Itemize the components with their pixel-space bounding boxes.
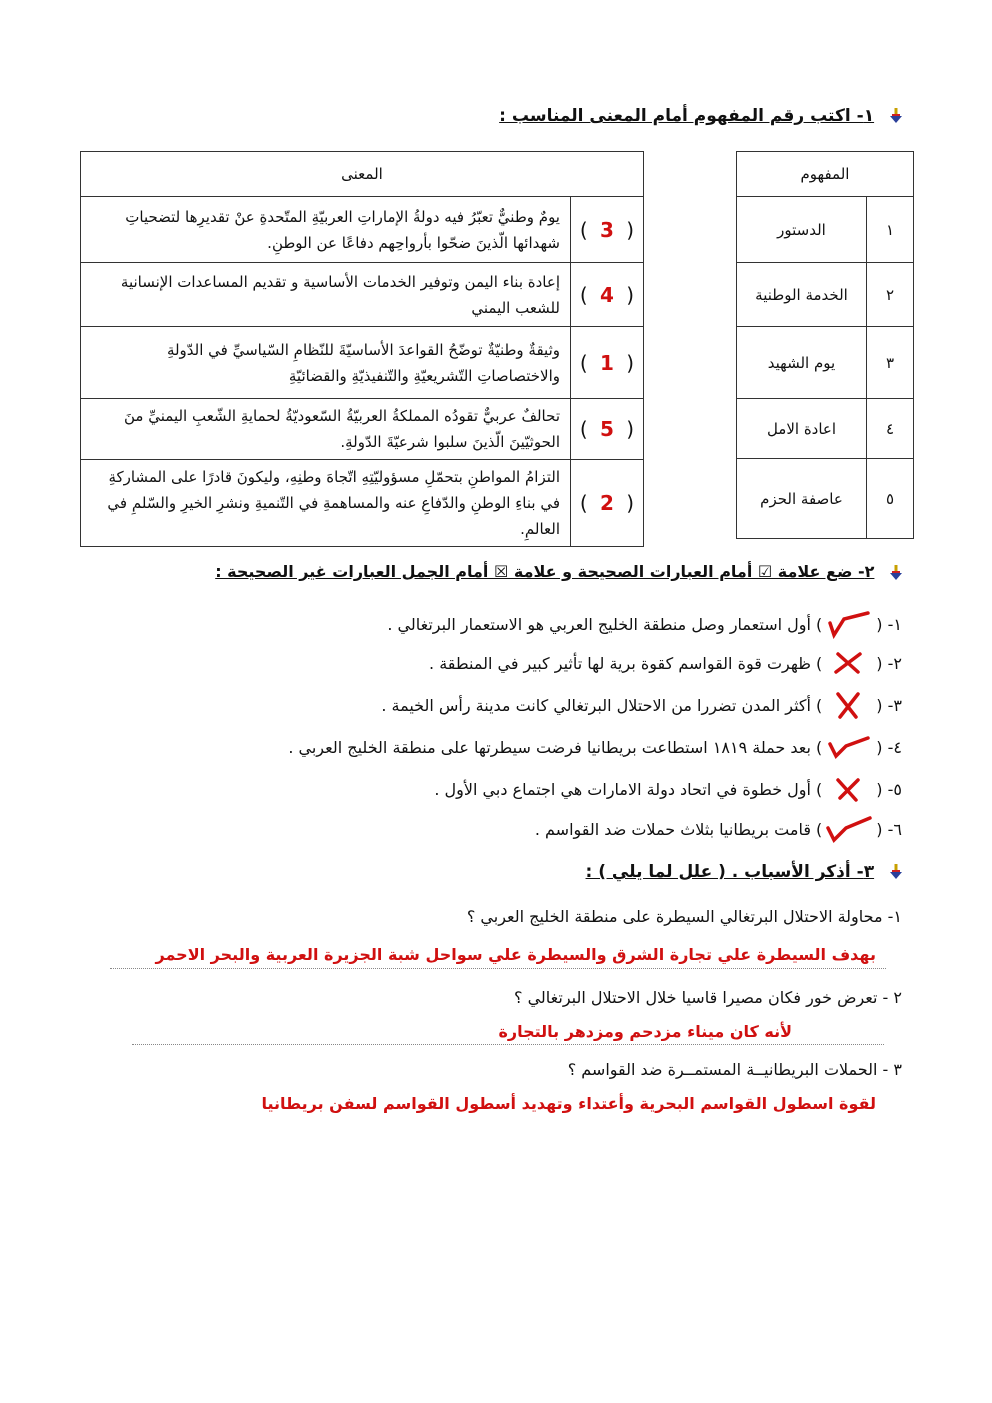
answer-cell: ( 1 ) (571, 327, 644, 399)
section1-title-text: ١- اكتب رقم المفهوم أمام المعنى المناسب : (499, 106, 875, 126)
tf-item (429, 648, 902, 678)
tf-item (288, 732, 902, 762)
meaning-text: وثيقةٌ وطنيّةٌ توضّحُ القواعدَ الأساسيّةَ للنّظامِ السّياسيِّ في الدّولةِ والاختصاصاتِ التّشريعيّةِ والتّنفيذيّةِ والقضائيّةِ (81, 327, 571, 399)
tf-index: ٢- ( (876, 653, 902, 673)
section2-title (215, 562, 906, 583)
section1-title (499, 106, 906, 126)
answer-cell: ( 2 ) (571, 460, 644, 547)
check-mark-icon (824, 814, 872, 844)
concept-label: عاصفة الحزم (737, 459, 867, 539)
meaning-table (80, 151, 644, 547)
arrow-bullet-icon (886, 106, 906, 126)
tf-item (535, 814, 902, 844)
section2-title-text: ٢- ضع علامة ☑ أمام العبارات الصحيحة و علامة ☒ أمام الجمل العبارات غير الصحيحة : (215, 562, 875, 581)
arrow-bullet-icon (886, 862, 906, 882)
concept-number: ٢ (867, 263, 914, 327)
arrow-bullet-icon (886, 563, 906, 583)
concept-row (737, 399, 914, 459)
tf-text: ) قامت بريطانيا بثلاث حملات ضد القواسم . (534, 819, 823, 839)
answer-number: 3 (600, 217, 614, 242)
cross-mark-icon (824, 648, 872, 678)
concept-table (736, 151, 914, 539)
cross-mark-icon (824, 690, 872, 720)
cross-mark-icon (824, 774, 872, 804)
meaning-row (81, 197, 644, 263)
meaning-text: تحالفٌ عربيٌّ تقودُه المملكةُ العربيّةُ السّعوديّةُ لحمايةِ الشّعبِ اليمنيِّ منَ الحوثيّينَ الّذينَ سلبوا شرعيّةَ الدّولةِ. (81, 399, 571, 460)
answer-line (110, 968, 886, 969)
tf-item (434, 774, 902, 804)
meaning-text: يومٌ وطنيٌّ تعبّرُ فيه دولةُ الإماراتِ العربيّةِ المتّحدةِ عنْ تقديرِها لتضحياتِ شهدائها الّذينَ ضحّوا بأرواحِهم دفاعًا عن الوطنِ. (81, 197, 571, 263)
tf-index: ٣- ( (876, 695, 902, 715)
concept-number: ٤ (867, 399, 914, 459)
tf-text: ) ظهرت قوة القواسم كقوة برية لها تأثير كبير في المنطقة . (429, 653, 823, 673)
answer-number: 4 (600, 282, 614, 307)
answer-number: 1 (600, 350, 614, 375)
reason-answer: لقوة اسطول القواسم البحرية وأعتداء وتهديد أسطول القواسم لسفن بريطانيا (261, 1094, 876, 1113)
concept-number: ١ (867, 197, 914, 263)
meaning-header: المعنى (81, 152, 644, 197)
reason-answer: لأنه كان ميناء مزدحم ومزدهر بالتجارة (498, 1022, 792, 1041)
concept-header: المفهوم (737, 152, 914, 197)
tf-index: ٦- ( (876, 819, 902, 839)
tf-index: ٥- ( (876, 779, 902, 799)
meaning-text: إعادة بناء اليمن وتوفير الخدمات الأساسية و تقديم المساعدات الإنسانية للشعب اليمني (81, 263, 571, 327)
concept-label: الخدمة الوطنية (737, 263, 867, 327)
tf-text: ) بعد حملة ١٨١٩ استطاعت بريطانيا فرضت سيطرتها على منطقة الخليج العربي . (288, 737, 823, 757)
answer-number: 5 (600, 417, 614, 441)
reason-answer: بهدف السيطرة علي تجارة الشرق والسيطرة علي سواحل شبة الجزيرة العربية والبحر الاحمر (155, 945, 876, 964)
reason-question: ٣ - الحملات البريطانيــة المستمــرة ضد القواسم ؟ (567, 1060, 902, 1079)
check-mark-icon (824, 609, 872, 639)
concept-row (737, 263, 914, 327)
concept-row (737, 327, 914, 399)
tf-item (387, 609, 902, 639)
meaning-row (81, 263, 644, 327)
answer-line (132, 1044, 884, 1045)
concept-row (737, 197, 914, 263)
tf-text: ) أكثر المدن تضررا من الاحتلال البرتغالي كانت مدينة رأس الخيمة . (381, 695, 823, 715)
tf-index: ٤- ( (876, 737, 902, 757)
tf-item (381, 690, 902, 720)
tf-text: ) أول خطوة في اتحاد دولة الامارات هي اجتماع دبي الأول . (434, 779, 823, 799)
meaning-row (81, 399, 644, 460)
meaning-row (81, 327, 644, 399)
answer-cell: ( 4 ) (571, 263, 644, 327)
reason-question: ٢ - تعرض خور فكان مصيرا قاسيا خلال الاحتلال البرتغالي ؟ (514, 988, 902, 1007)
concept-row (737, 459, 914, 539)
answer-cell: ( 3 ) (571, 197, 644, 263)
answer-cell: ( 5 ) (571, 399, 644, 460)
section3-title-text: ٣- أذكر الأسباب . ( علل لما يلي ) : (585, 862, 875, 882)
concept-label: اعادة الامل (737, 399, 867, 459)
tf-index: ١- ( (876, 614, 902, 634)
check-mark-icon (824, 732, 872, 762)
concept-label: الدستور (737, 197, 867, 263)
concept-number: ٥ (867, 459, 914, 539)
concept-label: يوم الشهيد (737, 327, 867, 399)
tf-text: ) أول استعمار وصل منطقة الخليج العربي هو الاستعمار البرتغالي . (387, 614, 823, 634)
answer-number: 2 (600, 491, 614, 515)
meaning-text: التزامُ المواطنِ بتحمّلِ مسؤوليّتِهِ اتّجاهَ وطنِهِ، وليكونَ قادرًا على المشاركةِ في بناءِ الوطنِ والدّفاعِ عنه والمساهمةِ في التّنميةِ ونشرِ الخيرِ والسّلمِ في العالمِ. (81, 460, 571, 547)
concept-number: ٣ (867, 327, 914, 399)
meaning-row (81, 460, 644, 547)
section3-title (586, 862, 906, 882)
reason-question: ١- محاولة الاحتلال البرتغالي السيطرة على منطقة الخليج العربي ؟ (466, 907, 902, 926)
